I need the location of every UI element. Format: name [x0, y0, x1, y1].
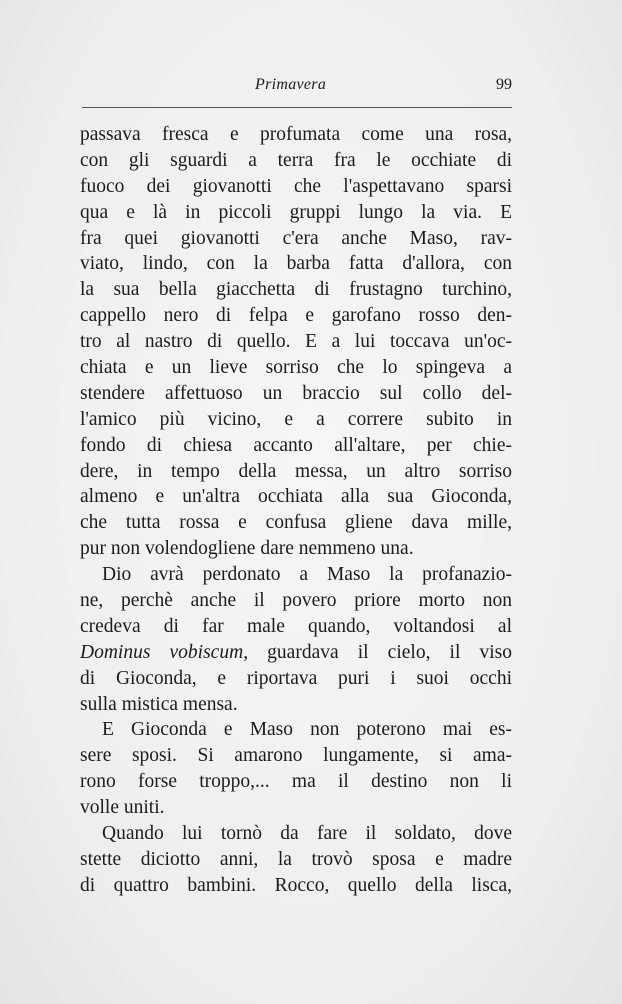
text-line: E Gioconda e Maso non poterono mai es- — [102, 719, 512, 741]
text-line: tro al nastro di quello. E a lui toccava un'oc- — [80, 331, 512, 353]
text-line: pur non volendogliene dare nemmeno una. — [80, 538, 414, 560]
text-run: , guardava il cielo, il viso — [243, 641, 512, 663]
text-line: credeva di far male quando, voltandosi al — [80, 615, 512, 637]
text-line: fondo di chiesa accanto all'altare, per chie- — [80, 434, 512, 456]
italic-phrase: Dominus vobiscum — [80, 641, 244, 663]
text-line: qua e là in piccoli gruppi lungo la via. E — [80, 201, 512, 223]
text-line: la sua bella giacchetta di frustagno turchino, — [80, 279, 512, 301]
text-line: stette diciotto anni, la trovò sposa e madre — [80, 848, 512, 870]
text-line: chiata e un lieve sorriso che lo spingeva a — [80, 357, 512, 379]
text-line: passava fresca e profumata come una rosa, — [80, 124, 512, 145]
text-line: di quattro bambini. Rocco, quello della lisca, — [80, 874, 512, 896]
text-line: sere sposi. Si amarono lungamente, si ama- — [80, 745, 512, 767]
text-line: rono forse troppo,... ma il destino non li — [80, 771, 512, 793]
running-head — [0, 76, 622, 100]
text-line: volle uniti. — [80, 797, 165, 819]
text-line: stendere affettuoso un braccio sul collo del- — [80, 382, 512, 404]
text-line: l'amico più vicino, e a correre subito in — [80, 408, 512, 430]
text-line: Dio avrà perdonato a Maso la profanazio- — [102, 564, 512, 586]
text-line: fuoco dei giovanotti che l'aspettavano sparsi — [80, 175, 512, 197]
text-line: viato, lindo, con la barba fatta d'allora, con — [80, 253, 512, 275]
text-line: che tutta rossa e confusa gliene dava mille, — [80, 512, 512, 534]
text-line: dere, in tempo della messa, un altro sorriso — [80, 460, 512, 482]
text-line: sulla mistica mensa. — [80, 693, 238, 715]
text-line: Quando lui tornò da fare il soldato, dove — [102, 823, 512, 845]
text-line: almeno e un'altra occhiata alla sua Gioconda, — [80, 486, 512, 508]
text-line — [80, 640, 512, 666]
text-line: con gli sguardi a terra fra le occhiate di — [80, 149, 512, 171]
text-line: cappello nero di felpa e garofano rosso den- — [80, 305, 512, 327]
header-rule — [82, 107, 512, 108]
page-number: 99 — [496, 76, 512, 93]
body-text — [80, 122, 512, 899]
text-line: fra quei giovanotti c'era anche Maso, rav- — [80, 227, 512, 249]
text-line: ne, perchè anche il povero priore morto non — [80, 590, 512, 612]
text-line: di Gioconda, e riportava puri i suoi occhi — [80, 667, 512, 689]
running-title: Primavera — [255, 76, 327, 93]
